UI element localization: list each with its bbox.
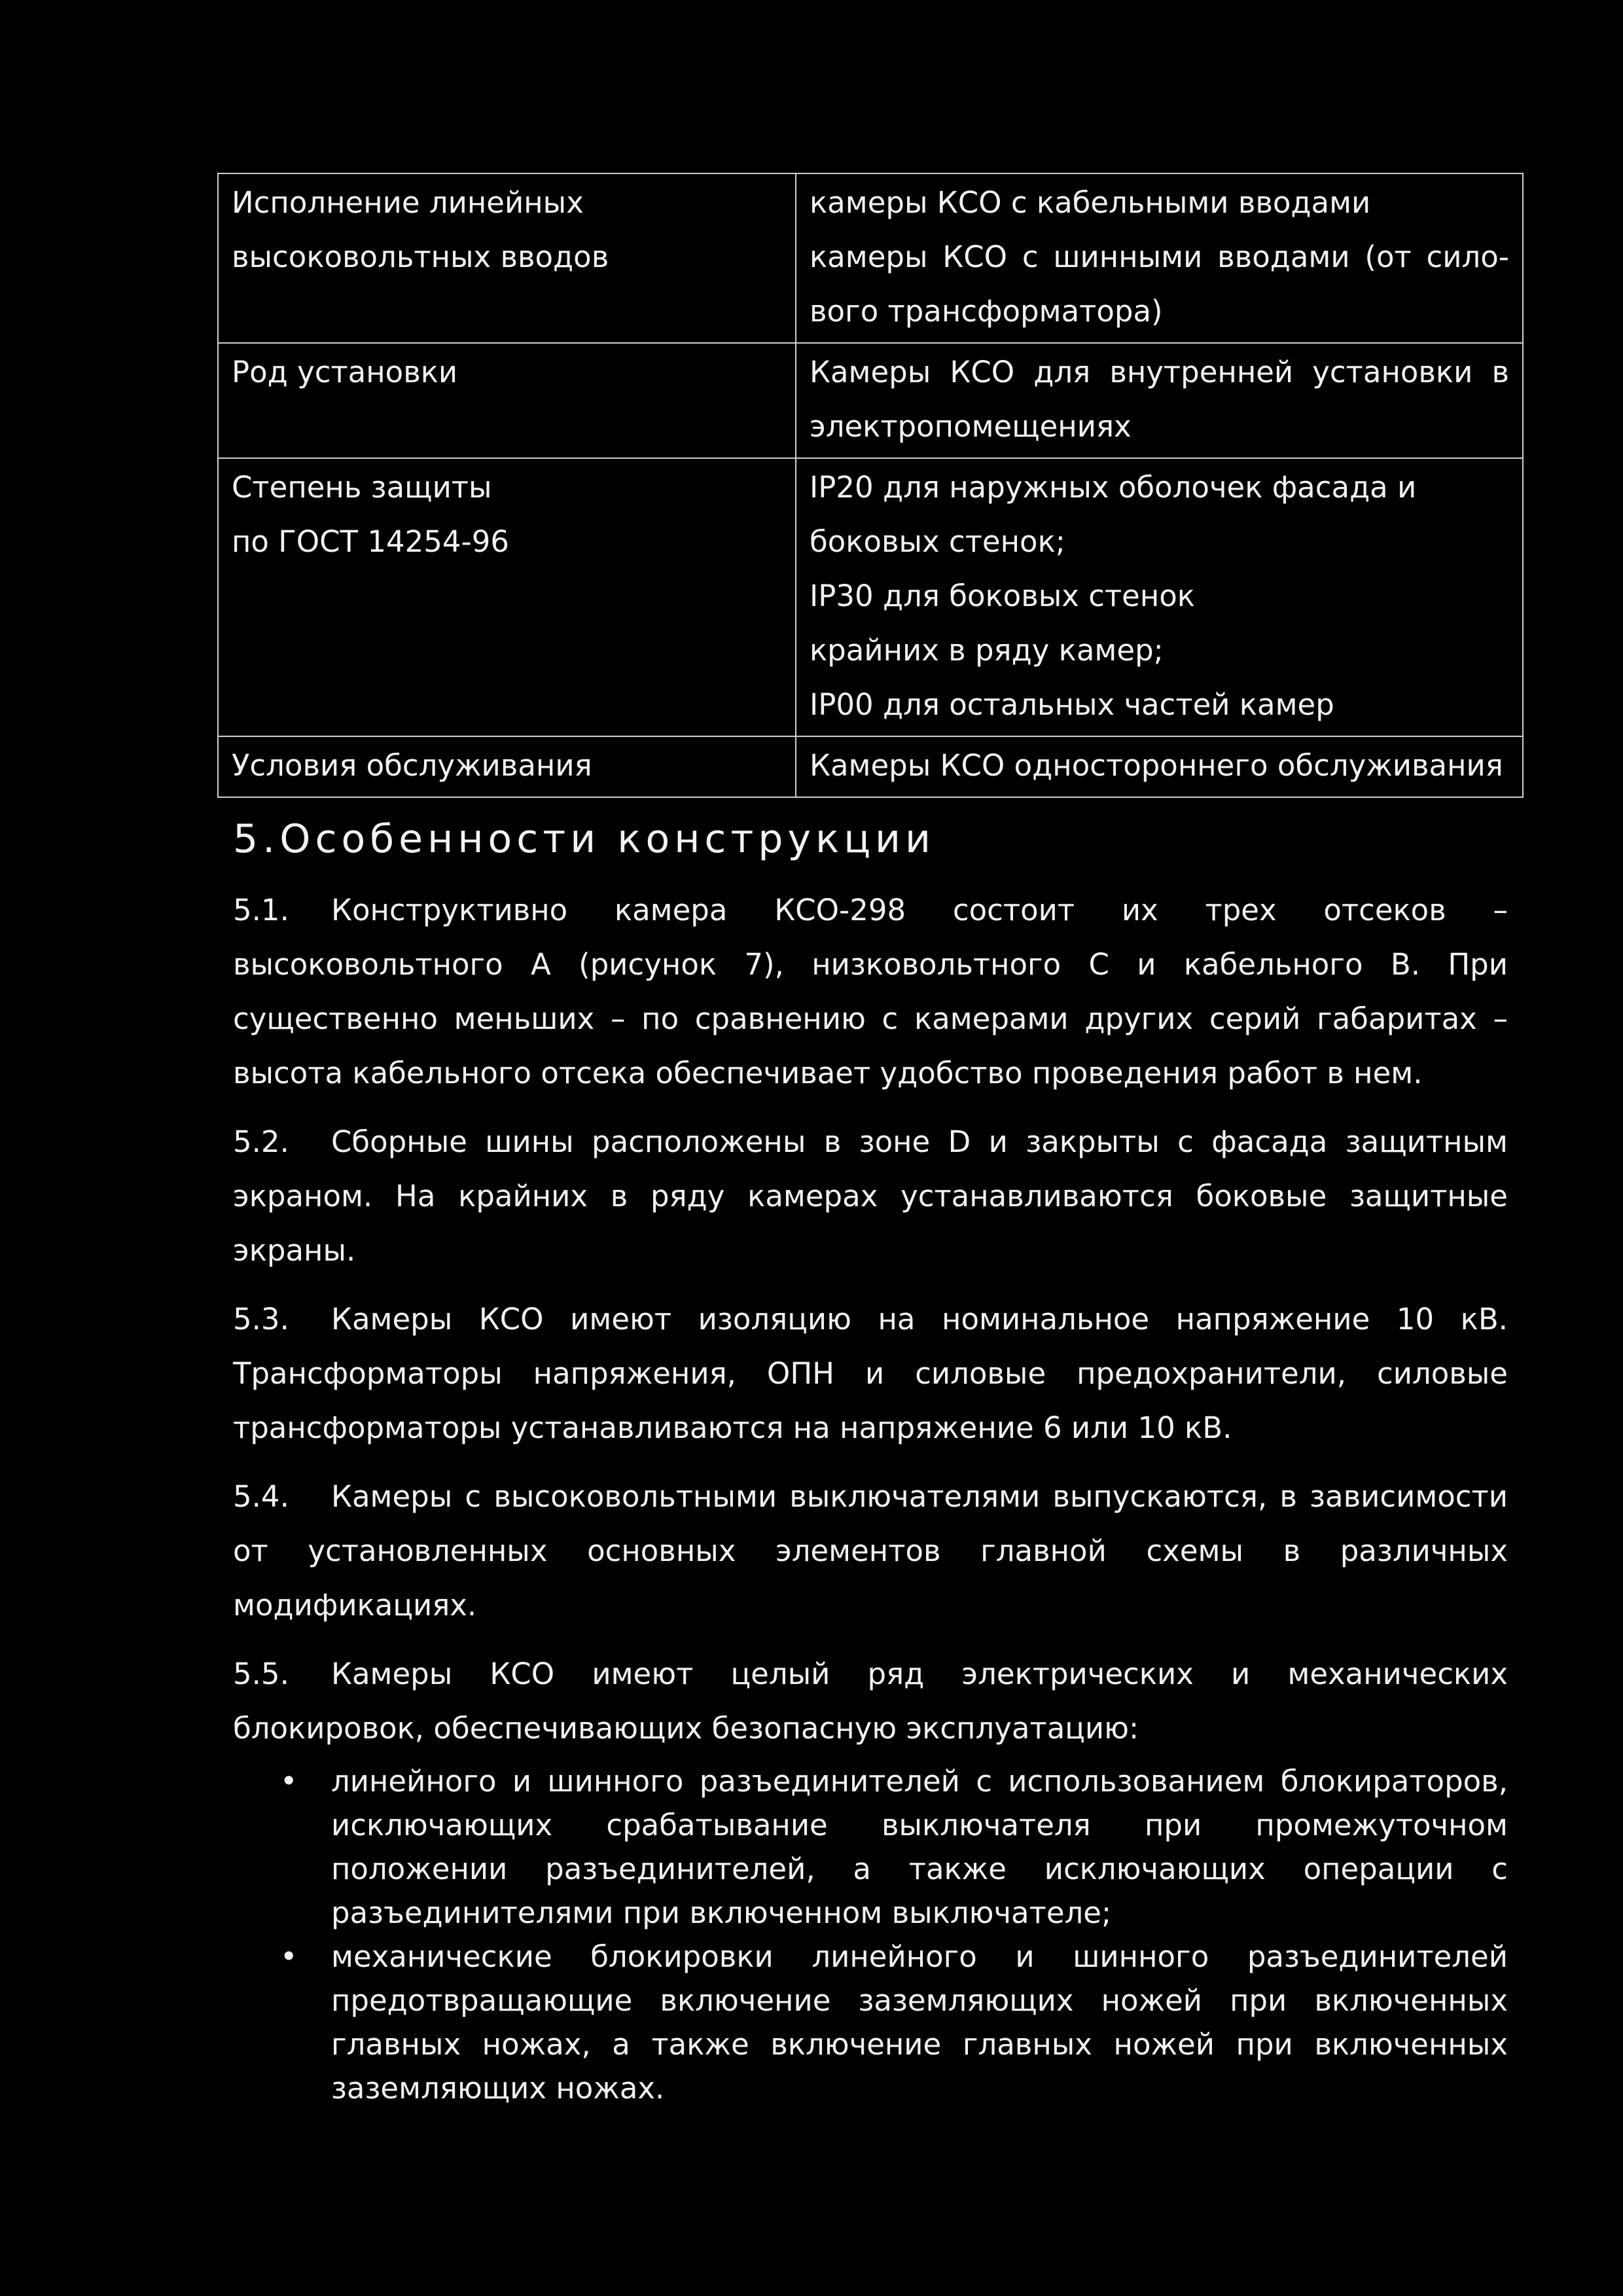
table-cell-label [218,458,796,736]
table-cell-label [218,173,796,343]
cell-text: по ГОСТ 14254-96 [232,524,509,559]
cell-text: электропомещениях [810,409,1132,444]
cell-text: Род установки [232,355,458,389]
table-cell-value [796,736,1523,797]
cell-text: IP00 для остальных частей камер [810,687,1334,722]
paragraph-number: 5.2. [233,1124,289,1159]
paragraph-text: Камеры КСО имеют целый ряд электрических и механических блокировок, обеспечивающих безопасную эксплуатацию: [233,1657,1508,1746]
paragraph-number: 5.5. [233,1657,289,1691]
table-cell-value [796,343,1523,458]
document-page [217,173,1524,2110]
cell-text: боковых стенок; [810,524,1065,559]
paragraph-5-5 [233,1647,1508,1755]
table-cell-value [796,458,1523,736]
paragraph-5-3 [233,1292,1508,1455]
cell-text: Условия обслуживания [232,748,592,783]
cell-text: IP30 для боковых стенок [810,579,1195,613]
cell-text: Камеры КСО одностороннего обслуживания [810,748,1503,783]
paragraph-number: 5.4. [233,1479,289,1514]
section-heading: 5.Особенности конструкции [233,816,936,862]
paragraph-text: Камеры с высоковольтными выключателями выпускаются, в зависимости от установленных основных элементов главной схемы в различных модификациях. [233,1479,1508,1623]
list-item-text: механические блокировки линейного и шинного разъединителей предотвращающие включение заземляющих ножей при включенных главных ножах, а также включение главных ножей при включенных заземляющих ножах. [331,1939,1508,2106]
list-item [233,1935,1508,2110]
interlock-list [233,1759,1508,2110]
paragraph-text: Сборные шины расположены в зоне D и закрыты с фасада защитным экраном. На крайних в ряду камерах устанавливаются боковые защитные экраны. [233,1124,1508,1268]
cell-text: камеры КСО с шинными вводами (от сило- [810,240,1509,274]
cell-text: камеры КСО с кабельными вводами [810,185,1371,220]
paragraph-text: Конструктивно камера КСО-298 состоит их трех отсеков – высоковольтного А (рисунок 7), низковольтного С и кабельного В. При существенно меньших – по сравнению с камерами других серий габаритах – высота кабельного отсека обеспечивает удобство проведения работ в нем. [233,893,1508,1090]
cell-text: Камеры КСО для внутренней установки в [810,355,1509,389]
cell-text: высоковольтных вводов [232,240,609,274]
cell-text: вого трансформатора) [810,294,1163,329]
cell-text: крайних в ряду камер; [810,633,1164,668]
paragraph-text: Камеры КСО имеют изоляцию на номинальное напряжение 10 кВ. Трансформаторы напряжения, ОПН и силовые предохранители, силовые трансформаторы устанавливаются на напряжение 6 или 10 кВ. [233,1302,1508,1445]
cell-text: IP20 для наружных оболочек фасада и [810,470,1417,505]
table-row [218,173,1523,343]
bullet-icon: • [280,1939,298,1974]
paragraph-number: 5.3. [233,1302,289,1336]
cell-text: Исполнение линейных [232,185,584,220]
table-row [218,736,1523,797]
table-row [218,458,1523,736]
paragraph-5-1 [233,883,1508,1100]
list-item-text: линейного и шинного разъединителей с использованием блокираторов, исключающих срабатывание выключателя при промежуточном положении разъединителей, а также исключающих операции с разъединителями при включенном выключателе; [331,1764,1508,1930]
table-row [218,343,1523,458]
paragraph-5-2 [233,1115,1508,1278]
paragraph-number: 5.1. [233,893,289,927]
cell-text: Степень защиты [232,470,492,505]
paragraph-5-4 [233,1469,1508,1632]
bullet-icon: • [280,1764,298,1799]
specification-table [217,173,1524,798]
table-cell-label [218,343,796,458]
table-cell-label [218,736,796,797]
list-item [233,1759,1508,1935]
table-cell-value [796,173,1523,343]
